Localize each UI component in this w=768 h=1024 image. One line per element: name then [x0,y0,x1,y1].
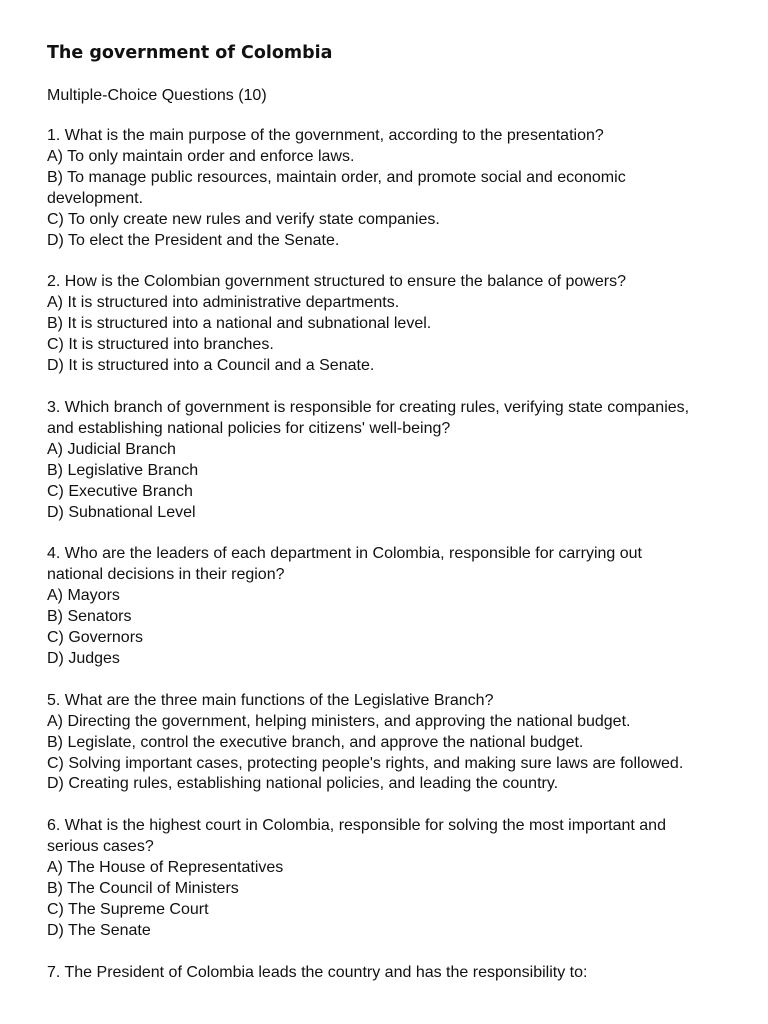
question-line: C) Executive Branch [47,482,193,500]
question-6 [47,816,737,941]
question-line: D) The Senate [47,921,151,939]
question-line: C) Solving important cases, protecting people's rights, and making sure laws are followed. [47,754,684,772]
question-2 [47,272,737,377]
question-7 [47,963,737,984]
question-list [47,126,737,1005]
question-line: development. [47,189,144,207]
question-line: B) Senators [47,608,132,626]
question-line: B) It is structured into a national and subnational level. [47,315,432,333]
question-line: and establishing national policies for citizens' well-being? [47,419,451,437]
question-line: B) The Council of Ministers [47,880,239,898]
question-line: B) Legislate, control the executive branch, and approve the national budget. [47,733,584,751]
question-line: C) Governors [47,629,144,647]
question-line: D) It is structured into a Council and a Senate. [47,357,375,375]
question-line: D) Subnational Level [47,503,196,521]
question-line: A) Judicial Branch [47,440,176,458]
question-line: national decisions in their region? [47,566,285,584]
document-title: The government of Colombia [47,43,333,63]
question-line: C) To only create new rules and verify state companies. [47,210,440,228]
question-4 [47,544,737,669]
question-5 [47,691,737,796]
question-text-line: 5. What are the three main functions of the Legislative Branch? [47,691,494,709]
document-subtitle: Multiple-Choice Questions (10) [47,87,267,104]
question-line: B) Legislative Branch [47,461,199,479]
question-line: C) It is structured into branches. [47,336,274,354]
question-text-line: 2. How is the Colombian government structured to ensure the balance of powers? [47,273,626,291]
question-1 [47,126,737,251]
question-line: A) Directing the government, helping ministers, and approving the national budget. [47,712,631,730]
question-line: D) To elect the President and the Senate. [47,231,340,249]
question-line: A) To only maintain order and enforce laws. [47,147,355,165]
question-line: D) Judges [47,649,120,667]
question-line: C) The Supreme Court [47,901,209,918]
question-text-line: 7. The President of Colombia leads the country and has the responsibility to: [47,963,588,981]
question-text-line: 4. Who are the leaders of each department in Colombia, responsible for carrying out [47,545,642,563]
question-3 [47,398,737,523]
question-text-line: 1. What is the main purpose of the government, according to the presentation? [47,127,604,144]
question-line: A) Mayors [47,587,120,605]
question-line: A) It is structured into administrative departments. [47,294,400,312]
question-line: serious cases? [47,838,154,856]
question-line: D) Creating rules, establishing national policies, and leading the country. [47,775,559,793]
question-line: B) To manage public resources, maintain order, and promote social and economic [47,168,626,186]
question-text-line: 3. Which branch of government is responsible for creating rules, verifying state companies, [47,398,690,416]
question-line: A) The House of Representatives [47,859,284,877]
question-text-line: 6. What is the highest court in Colombia, responsible for solving the most important and [47,817,666,835]
